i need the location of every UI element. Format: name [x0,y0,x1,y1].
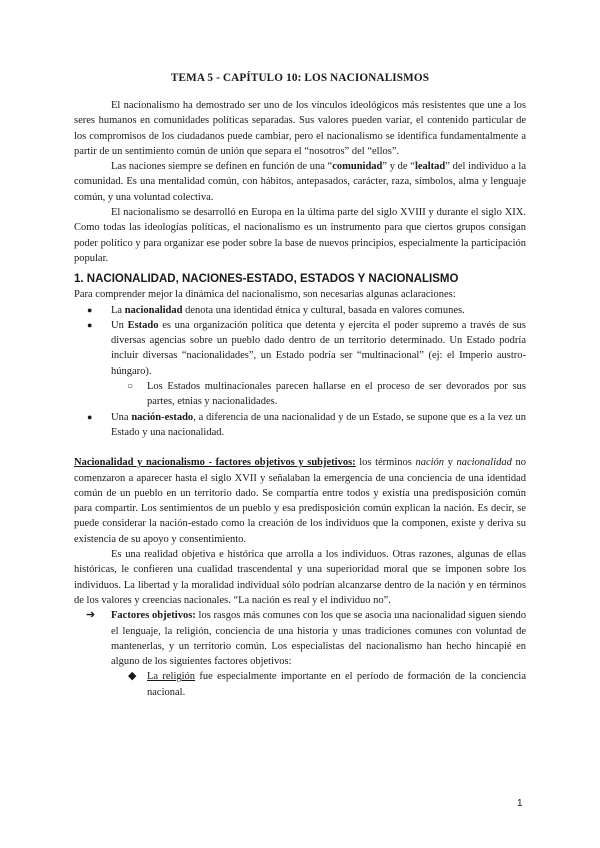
section-heading-1: 1. NACIONALIDAD, NACIONES-ESTADO, ESTADOS Y NACIONALISMO [74,273,459,286]
section-2-paragraph-1: Nacionalidad y nacionalismo - factores objetivos y subjetivos: los términos nación y nacionalidad no comenzaron a aparecer hasta el siglo XVII y señalaban la emergencia de una conciencia de una identidad común de un pueblo en un territorio dado. Se compartía entre todos y existía una predisposición común para compartir. Los sentimientos de un pueblo y esa predisposición común explican la nación. Es decir, se puede considerar la nación-estado como la creación de los individuos que la componen, existe y deriva su existencia de su apoyo y consentimiento. [74,457,527,545]
section-heading-2: Nacionalidad y nacionalismo - factores objetivos y subjetivos: [74,457,356,469]
sub-list-item: ○ Los Estados multinacionales parecen hallarse en el proceso de ser devorados por sus partes, etnias y nacionalidades. [127,381,526,408]
intro-paragraph-1: El nacionalismo ha demostrado ser uno de los vínculos ideológicos más resistentes que une a los seres humanos en comunidades políticas separadas. Sus valores pueden variar, el contenido particular de los compromisos de los ciudadanos puede cambiar, pero el nacionalismo se identifica fundamentalmente a partir de un sentimiento común de unión que separa el “nosotros” del “ellos”. [74,100,526,157]
arrow-right-icon: ➔ [86,609,96,622]
list-item: ● La nacionalidad denota una identidad étnica y cultural, basada en valores comunes. [74,303,526,318]
diamond-icon: ◆ [128,670,137,683]
page-title: TEMA 5 - CAPÍTULO 10: LOS NACIONALISMOS [170,72,430,84]
page-number: 1 [517,798,523,809]
section-2-paragraph-2: Es una realidad objetiva e histórica que arrolla a los individuos. Otras razones, algunas de ellas históricas, le confieren una cualidad trascendental y una superioridad moral que se imponen sobre los individuos. La libertad y la moralidad individual sólo podrían alcanzarse dentro de la nación y en términos de los valores y creencias nacionales. “La nación es real y el individuo no”. [74,549,526,606]
bullet-icon: ● [87,319,93,330]
list-item: ● Un Estado es una organización política que detenta y ejercita el poder supremo a través de sus diversas agencias sobre un pueblo dado dentro de un territorio determinado. Un Estado podría incluir diversas “nacionalidades”, un Estado podría ser “multinacional” (ej: el Imperio austro-húngaro). [87,319,526,377]
bullet-icon: ● [87,304,93,315]
keyword-comunidad: comunidad [332,161,383,173]
diamond-list-item: ◆ La religión fue especialmente importante en el período de formación de la conciencia nacional. [128,670,526,698]
hollow-bullet-icon: ○ [127,381,134,393]
intro-paragraph-2: Las naciones siempre se definen en función de una “comunidad” y de “lealtad” del individuo a la comunidad. Es una mentalidad común, con hábitos, antepasados, carácter, raza, símbolos, alma y lenguaje común, y una voluntad colectiva. [74,161,526,203]
arrow-list-item: ➔ Factores objetivos: los rasgos más comunes con los que se asocia una nacionalidad siguen siendo el lenguaje, la religión, conciencia de una historia y unas tradiciones comunes con voluntad de mantenerlas, y un territorio común. Los especialistas del nacionalismo han hecho hincapié en alguno de los siguientes factores objetivos: [86,609,526,668]
document-body [74,98,526,700]
keyword-lealtad: lealtad [414,161,446,173]
intro-paragraph-3: El nacionalismo se desarrolló en Europa en la última parte del siglo XVIII y durante el siglo XIX. Como todas las ideologías políticas, el nacionalismo es un instrumento para que ciertos grupos consigan poder político y para organizar ese poder sobre la base de nuevos principios, especialmente la participación popular. [74,207,526,264]
bullet-icon: ● [87,411,93,422]
section-1-lead: Para comprender mejor la dinámica del nacionalismo, son necesarias algunas aclaraciones: [74,289,456,301]
list-item: ● Una nación-estado, a diferencia de una nacionalidad y de un Estado, se supone que es a la vez un Estado y una nacionalidad. [87,411,526,438]
